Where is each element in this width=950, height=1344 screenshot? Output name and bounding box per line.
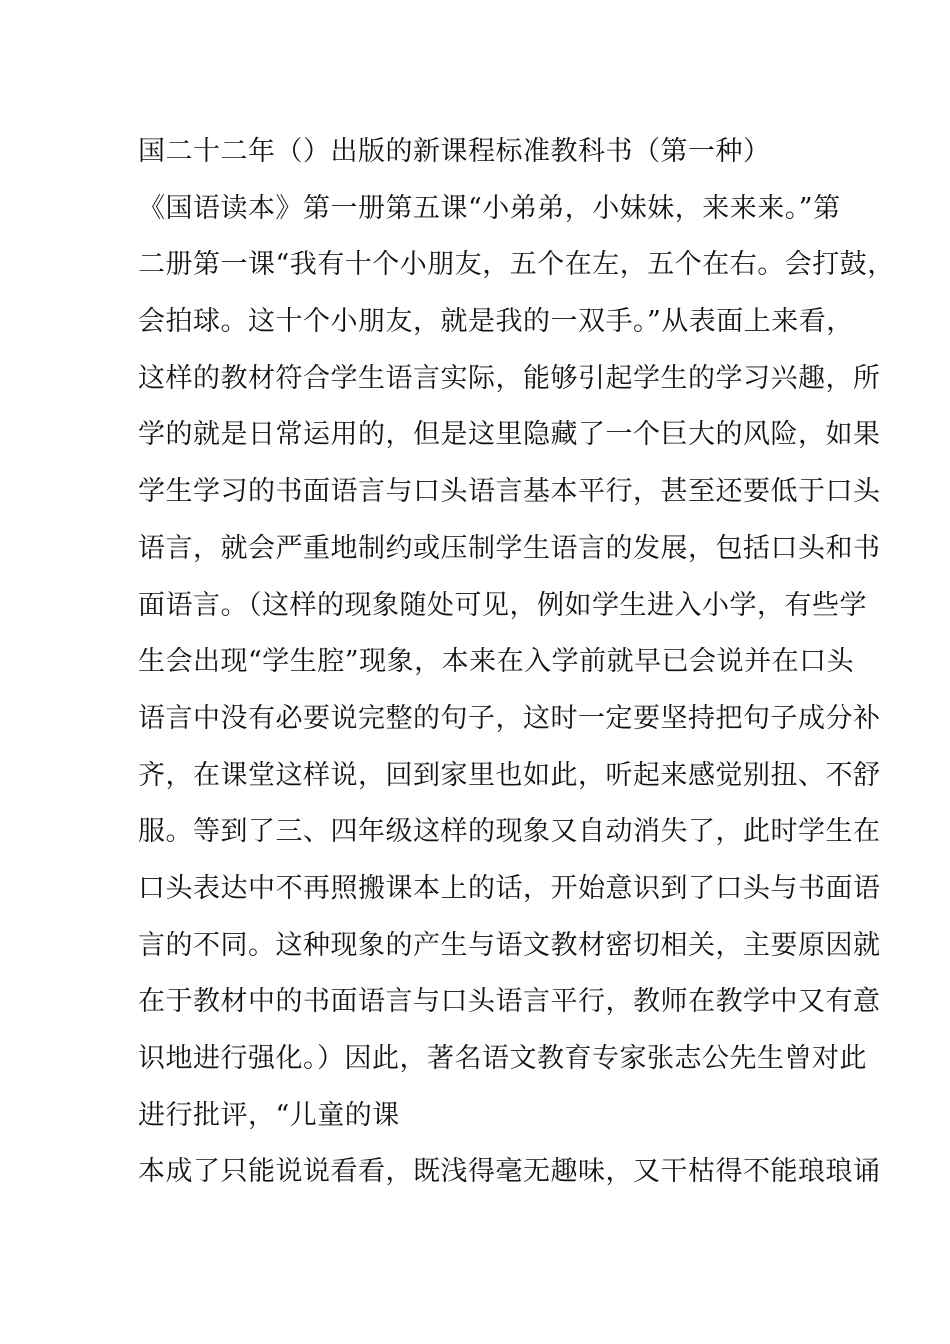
text-line: 在于教材中的书面语言与口头语言平行，教师在教学中又有意: [138, 986, 881, 1018]
text-line: 会拍球。这十个小朋友，就是我的一双手。”从表面上来看，: [138, 306, 854, 338]
text-line: 这样的教材符合学生语言实际，能够引起学生的学习兴趣，所: [138, 362, 881, 394]
text-line: 齐，在课堂这样说，回到家里也如此，听起来感觉别扭、不舒: [138, 759, 881, 791]
text-line: 口头表达中不再照搬课本上的话，开始意识到了口头与书面语: [138, 872, 881, 904]
text-line: 本成了只能说说看看，既浅得毫无趣味，又干枯得不能琅琅诵: [138, 1156, 881, 1188]
text-line: 《国语读本》第一册第五课“小弟弟，小妹妹，来来来。”第: [138, 192, 841, 224]
text-line: 语言中没有必要说完整的句子，这时一定要坚持把句子成分补: [138, 702, 881, 734]
body-text: [138, 124, 895, 1201]
text-line: 服。等到了三、四年级这样的现象又自动消失了，此时学生在: [138, 816, 881, 848]
text-line: 言的不同。这种现象的产生与语文教材密切相关，主要原因就: [138, 929, 881, 961]
text-line: 识地进行强化。）因此，著名语文教育专家张志公先生曾对此: [138, 1043, 867, 1074]
text-line: 生会出现“学生腔”现象，本来在入学前就早已会说并在口头: [138, 646, 855, 678]
text-line: 语言，就会严重地制约或压制学生语言的发展，包括口头和书: [138, 532, 881, 564]
text-line: 学生学习的书面语言与口头语言基本平行，甚至还要低于口头: [138, 476, 881, 508]
text-line: 国二十二年（）出版的新课程标准教科书（第一种）: [138, 136, 771, 167]
text-line: 面语言。（这样的现象随处可见，例如学生进入小学，有些学: [138, 589, 867, 621]
text-line: 学的就是日常运用的，但是这里隐藏了一个巨大的风险，如果: [138, 419, 881, 451]
text-line: 二册第一课“我有十个小朋友，五个在左，五个在右。会打鼓，: [138, 249, 895, 281]
text-line: 进行批评，“儿童的课: [138, 1099, 400, 1131]
